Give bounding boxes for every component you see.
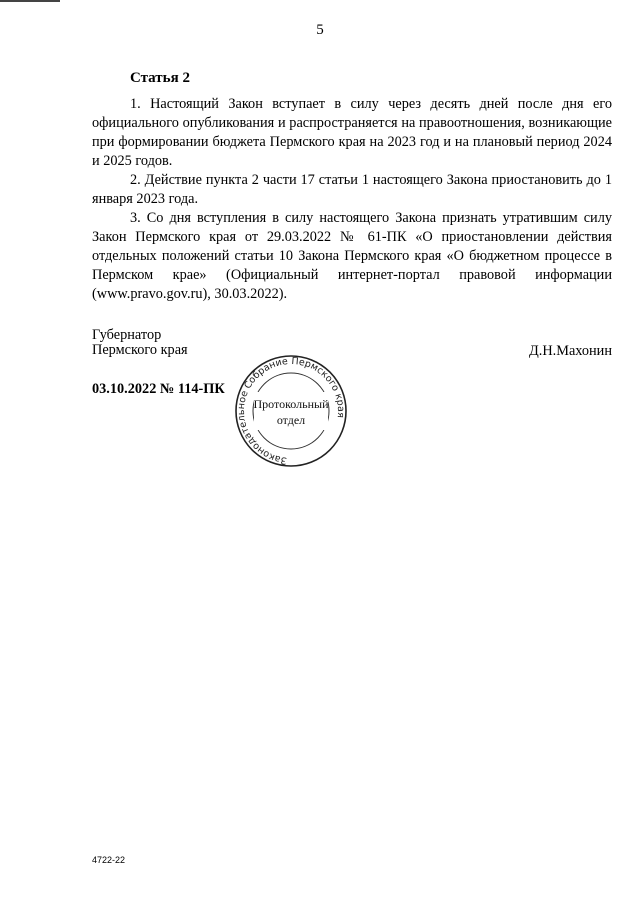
paragraph-1: 1. Настоящий Закон вступает в силу через десять дней после дня его официального опубликования и распространяется на правоотношения, возникающие при формировании бюджета Пермского края на 2023 год и на плановый период 2024 и 2025 годов. — [92, 96, 612, 169]
page-number: 5 — [316, 22, 324, 38]
official-stamp — [226, 354, 356, 470]
stamp-center-line1: Протокольный — [253, 397, 329, 411]
paragraph-2: 2. Действие пункта 2 части 17 статьи 1 настоящего Закона приостановить до 1 января 2023 года. — [92, 172, 612, 207]
top-edge-line — [0, 0, 60, 2]
signatory-position-line1: Губернатор — [92, 327, 162, 343]
paragraph-3: 3. Со дня вступления в силу настоящего Закона признать утратившим силу Закон Пермского края от 29.03.2022 № 61-ПК «О приостановлении действия отдельных положений статьи 10 Закона Пермского края «О бюджетном процессе в Пермском крае» (Официальный интернет-портал правовой информации (www.pravo.gov.ru), 30.03.2022). — [92, 210, 612, 302]
stamp-center-line2: отдел — [276, 413, 306, 427]
signatory-name: Д.Н.Махонин — [529, 343, 612, 359]
signatory-position — [92, 328, 188, 358]
footer-code: 4722-22 — [92, 855, 126, 865]
document-date-number: 03.10.2022 № 114-ПК — [92, 381, 225, 397]
signatory-position-line2: Пермского края — [92, 342, 188, 358]
article-body — [92, 95, 612, 304]
stamp-ring-text: Законодательное Собрание Пермского края — [235, 355, 347, 466]
article-title: Статья 2 — [130, 70, 190, 86]
